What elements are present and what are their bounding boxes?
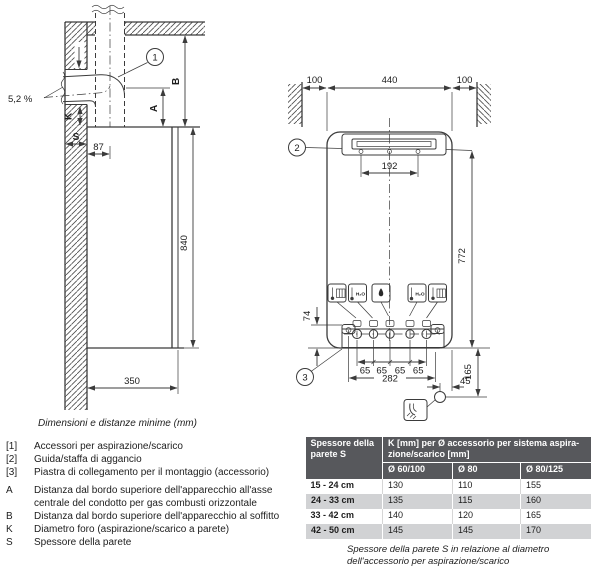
- cell-value: 110: [453, 479, 521, 494]
- dim-772-label: 772: [457, 248, 468, 264]
- legend-text: Distanza dal bordo superiore dell'apparecchio all'asse centrale del condotto per gas combusti orizzontale: [34, 485, 273, 509]
- legend-key: [2]: [6, 454, 18, 465]
- table-subheader-80: Ø 80: [453, 462, 521, 479]
- dim-A-label: A: [149, 104, 160, 112]
- row-label: 24 - 33 cm: [306, 494, 383, 509]
- table-header-k-line2: zione/scarico [mm]: [388, 449, 470, 460]
- legend-item-3: [6, 466, 298, 479]
- wall-thickness-table-section: [305, 437, 595, 568]
- dim-B-label: B: [171, 77, 182, 85]
- table-row: [306, 479, 591, 494]
- dim-A: [126, 88, 170, 126]
- table-header-k-line1: K [mm] per Ø accessorio per sistema aspira-: [388, 438, 580, 448]
- table-caption: Spessore della parete S in relazione al diametro dell'accessorio per aspirazione/scarico: [347, 543, 550, 567]
- cell-value: 165: [521, 509, 591, 524]
- hanging-bracket: [342, 134, 446, 155]
- legend-item-A: [6, 484, 298, 510]
- cell-value: 130: [383, 479, 453, 494]
- table-subheader-60-100: Ø 60/100: [383, 462, 453, 479]
- dim-65-label-2: 65: [376, 365, 387, 377]
- legend-text: Spessore della parete: [34, 537, 132, 548]
- icon-hot-water-outlet: [349, 284, 367, 302]
- left-wall: [288, 82, 302, 127]
- dim-350-label: 350: [124, 376, 140, 387]
- table-row: [306, 524, 591, 539]
- legend-item-1: [6, 440, 298, 453]
- right-diagram-front-view: [280, 50, 600, 435]
- cell-value: 135: [383, 494, 453, 509]
- legend-item-K: [6, 523, 298, 536]
- legend-item-B: [6, 510, 298, 523]
- dim-S-label: S: [72, 132, 80, 143]
- callout-3: [297, 349, 343, 386]
- legend-text: Diametro foro (aspirazione/scarico a parete): [34, 524, 230, 535]
- dim-65-label-4: 65: [412, 365, 424, 377]
- condensate-siphon-icon: [404, 400, 427, 421]
- cell-value: 155: [521, 479, 591, 494]
- left-diagram-caption: Dimensioni e distanze minime (mm): [38, 418, 197, 429]
- dim-840-label: 840: [179, 235, 190, 251]
- cell-value: 140: [383, 509, 453, 524]
- icon-cold-water-inlet: [408, 284, 426, 302]
- right-wall: [477, 82, 491, 127]
- dim-772: [446, 150, 472, 348]
- row-label: 33 - 42 cm: [310, 509, 355, 520]
- h2o-label-cold: H₂O: [415, 292, 425, 298]
- dim-74-label: 74: [302, 310, 313, 322]
- left-diagram-side-view: [0, 0, 280, 435]
- icon-heating-flow: [328, 284, 346, 302]
- callout-2-label: 2: [294, 143, 300, 154]
- cell-value: 145: [453, 524, 521, 539]
- legend-key: [3]: [6, 467, 18, 478]
- icon-gas: [372, 284, 390, 302]
- dim-282-label: 282: [382, 373, 398, 385]
- table-row: [306, 509, 591, 524]
- cell-value: 160: [521, 494, 591, 509]
- dim-65-chain: [357, 340, 427, 377]
- dim-B: [171, 36, 185, 126]
- cell-value: 145: [383, 524, 453, 539]
- table-header-wall-thickness: Spessore della parete S: [306, 437, 383, 479]
- dim-45-label: 45: [460, 376, 471, 387]
- legend-key: A: [6, 485, 13, 496]
- dim-87: [88, 142, 110, 159]
- dim-74: [302, 307, 342, 366]
- dim-65-label-1: 65: [359, 365, 371, 377]
- dim-100-left-label: 100: [306, 75, 323, 86]
- dim-840: [179, 128, 199, 348]
- table-subheader-80-125: Ø 80/125: [521, 462, 591, 479]
- callout-1-label: 1: [152, 52, 158, 64]
- legend-text: Distanza dal bordo superiore dell'apparecchio al soffitto: [34, 511, 280, 522]
- slope-label: 5,2 %: [8, 94, 33, 105]
- legend-key: K: [6, 524, 13, 535]
- dim-192-label: 192: [381, 161, 398, 172]
- legend-key: [1]: [6, 441, 18, 452]
- dim-165-label: 165: [463, 364, 474, 380]
- legend: [6, 440, 298, 549]
- legend-text: Piastra di collegamento per il montaggio (accessorio): [34, 467, 270, 478]
- row-label: 42 - 50 cm: [306, 524, 383, 539]
- cell-value: 170: [521, 524, 591, 539]
- dim-65-label-3: 65: [394, 365, 406, 377]
- legend-item-S: [6, 536, 298, 549]
- dim-87-label: 87: [93, 142, 104, 153]
- dim-K-label: K: [63, 112, 75, 120]
- condensate-drain: [404, 392, 446, 421]
- icon-leader-lines: [337, 302, 438, 318]
- cell-value: 115: [453, 494, 521, 509]
- dim-440-label: 440: [381, 75, 398, 86]
- callout-3-label: 3: [302, 372, 308, 384]
- slope-annotation: [8, 87, 63, 105]
- legend-key: S: [6, 537, 13, 548]
- legend-text: Accessori per aspirazione/scarico: [34, 441, 183, 452]
- callout-2: [289, 139, 343, 156]
- table-row: [306, 494, 591, 509]
- wall-thickness-table: [305, 437, 591, 539]
- cell-value: 120: [453, 509, 521, 524]
- icon-heating-return: [429, 284, 447, 302]
- pipe-fittings: [352, 321, 431, 339]
- table-header-k: [383, 437, 591, 462]
- dim-100-right-label: 100: [456, 75, 473, 86]
- h2o-label-hot: H₂O: [355, 292, 366, 298]
- legend-text: Guida/staffa di aggancio: [34, 454, 142, 465]
- legend-key: B: [6, 511, 13, 522]
- dim-350: [88, 350, 178, 394]
- legend-item-2: [6, 453, 298, 466]
- row-label: 15 - 24 cm: [310, 479, 355, 490]
